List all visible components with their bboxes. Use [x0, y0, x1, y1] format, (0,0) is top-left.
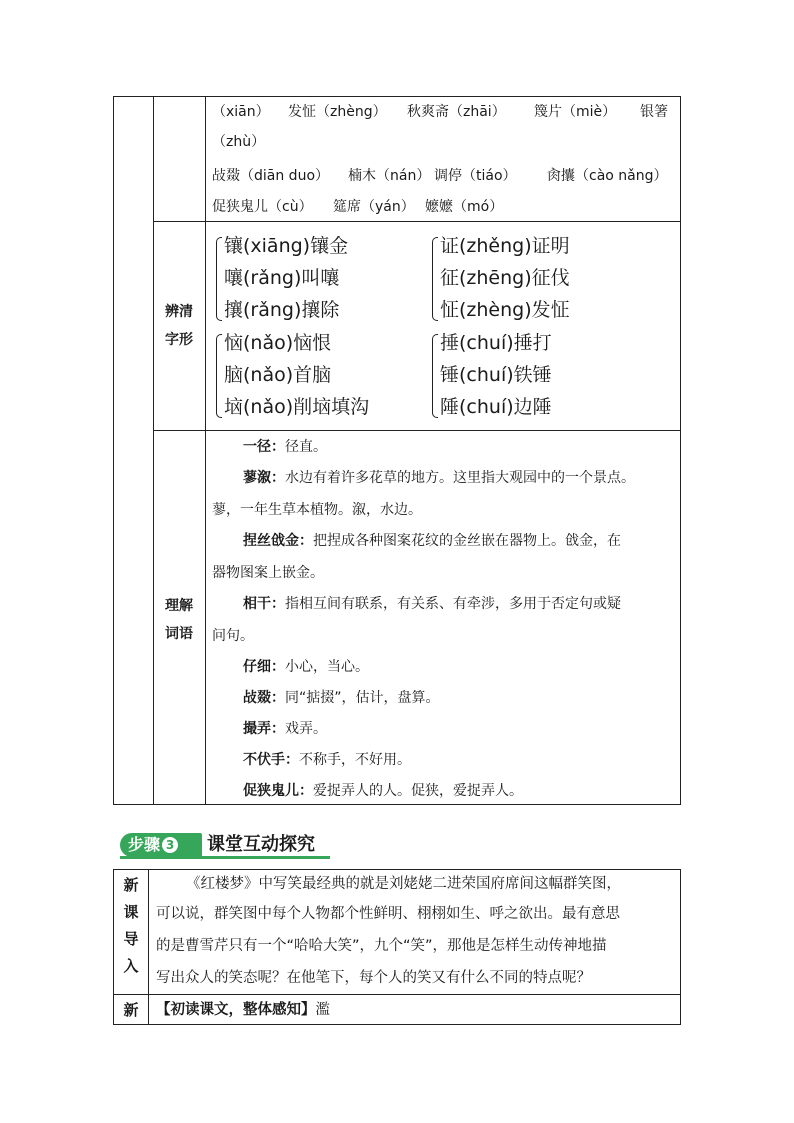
definition-line [243, 438, 327, 456]
table-border [153, 96, 154, 805]
definition-text: 小心，当心。 [285, 659, 369, 675]
definition-term: 撮弄： [243, 721, 285, 737]
char-entry: 嚷(rǎng)叫嚷 [224, 267, 340, 289]
vocab-item: 楠木（nán） [348, 168, 431, 184]
char-entry: 镶(xiāng)镶金 [224, 235, 349, 257]
definition-line [243, 532, 621, 550]
vocab-item: 筵席（yán） [333, 199, 415, 215]
group-bracket [432, 237, 438, 321]
section-label-distinguish [153, 298, 205, 354]
definition-term: 仔细： [243, 659, 285, 675]
char-entry: 捶(chuí)捶打 [440, 332, 552, 354]
definition-term: 相干： [243, 596, 285, 612]
step-title: 课堂互动探究 [207, 834, 315, 855]
vocab-item: 发怔（zhèng） [288, 104, 387, 120]
table-border [680, 869, 681, 1025]
vocab-item: （zhù） [212, 134, 266, 150]
definition-line [243, 751, 411, 769]
char-entry: 攘(rǎng)攘除 [224, 299, 340, 321]
definition-text: 戏弄。 [285, 721, 327, 737]
definition-text: 同“掂掇”，估计，盘算。 [285, 690, 440, 706]
definition-term: 不伏手： [243, 752, 299, 768]
definition-line: 器物图案上嵌金。 [212, 565, 324, 581]
table-border [113, 994, 681, 995]
label-char: 新 [123, 876, 139, 894]
label-text: 词语 [165, 626, 193, 642]
definition-term: 捏丝戗金： [243, 533, 313, 549]
vocab-item: 调停（tiáo） [434, 168, 517, 184]
vocab-item: 嬷嬷（mó） [425, 199, 504, 215]
paragraph-line: 写出众人的笑态呢？在他笔下，每个人的笑又有什么不同的特点呢？ [156, 970, 591, 986]
table-border [205, 96, 206, 805]
definition-term: 敁敠： [243, 690, 285, 706]
table-border [113, 804, 681, 805]
table-border [680, 96, 681, 805]
char-entry: 征(zhēng)征伐 [440, 267, 570, 289]
char-entry: 怔(zhèng)发怔 [440, 299, 570, 321]
definition-text: 指相互间有联系，有关系、有牵涉，多用于否定句或疑 [285, 596, 621, 612]
label-char: 导 [123, 930, 139, 948]
step-tag [120, 833, 202, 857]
label-text: 辨清 [165, 304, 193, 320]
step-prefix: 步骤 [128, 835, 161, 854]
char-entry: 垴(nǎo)削垴填沟 [224, 396, 370, 418]
char-entry: 锤(chuí)铁锤 [440, 364, 552, 386]
definition-line: 问句。 [212, 628, 254, 644]
vocab-item: 篾片（miè） [534, 104, 617, 120]
next-row-heading [156, 998, 330, 1022]
vocab-item: 促狭鬼儿（cù） [212, 199, 313, 215]
definition-line [243, 595, 621, 613]
label-char: 入 [123, 957, 139, 975]
label-text: 字形 [165, 332, 193, 348]
vocab-item: 秋爽斋（zhāi） [407, 104, 506, 120]
definition-line: 蓼，一年生草本植物。溆，水边。 [212, 502, 422, 518]
group-bracket [216, 237, 222, 321]
definition-text: 径直。 [285, 439, 327, 455]
section-heading: 【初读课文，整体感知】 [156, 1002, 316, 1018]
group-bracket [432, 334, 438, 418]
paragraph-line: 《红楼梦》中写笑最经典的就是刘姥姥二进荣国府席间这幅群笑图， [186, 876, 621, 892]
table-border [113, 1024, 681, 1025]
vocab-item: 银箸 [640, 104, 668, 120]
table-border [153, 221, 681, 222]
group-bracket [216, 334, 222, 418]
intro-label [113, 872, 149, 980]
char-entry: 脑(nǎo)首脑 [224, 364, 332, 386]
vocab-item: （xiān） [212, 104, 270, 120]
label-char: 课 [123, 903, 139, 921]
char-entry: 恼(nǎo)恼恨 [224, 332, 332, 354]
definition-text: 把捏成各种图案花纹的金丝嵌在器物上。戗金，在 [313, 533, 621, 549]
definition-text: 水边有着许多花草的地方。这里指大观园中的一个景点。 [285, 470, 635, 486]
step-number: 3 [162, 837, 178, 853]
table-border [113, 96, 681, 97]
char-entry: 陲(chuí)边陲 [440, 396, 552, 418]
vocab-item: 肏攮（cào nǎng） [547, 168, 668, 184]
vocab-item: 敁敠（diān duo） [212, 168, 330, 184]
heading-tail: 濫 [315, 1002, 330, 1018]
char-entry: 证(zhěng)证明 [440, 235, 570, 257]
next-row-label: 新 [123, 1001, 139, 1019]
definition-term: 促狭鬼儿： [243, 783, 313, 799]
definition-line [243, 689, 440, 707]
definition-line [243, 782, 523, 800]
paragraph-line: 的是曹雪芹只有一个“哈哈大笑”，九个“笑”，那他是怎样生动传神地描 [156, 938, 607, 954]
section-label-words [153, 592, 205, 648]
definition-line [243, 469, 635, 487]
definition-term: 一径： [243, 439, 285, 455]
definition-line [243, 658, 369, 676]
step-underline [120, 856, 330, 859]
table-border [113, 96, 114, 805]
paragraph-line: 可以说，群笑图中每个人物都个性鲜明、栩栩如生、呼之欲出。最有意思 [156, 906, 620, 922]
definition-text: 爱捉弄人的人。促狭，爱捉弄人。 [313, 783, 523, 799]
definition-line [243, 720, 327, 738]
table-border [153, 430, 681, 431]
label-text: 理解 [165, 598, 193, 614]
definition-text: 不称手，不好用。 [299, 752, 411, 768]
definition-term: 蓼溆： [243, 470, 285, 486]
